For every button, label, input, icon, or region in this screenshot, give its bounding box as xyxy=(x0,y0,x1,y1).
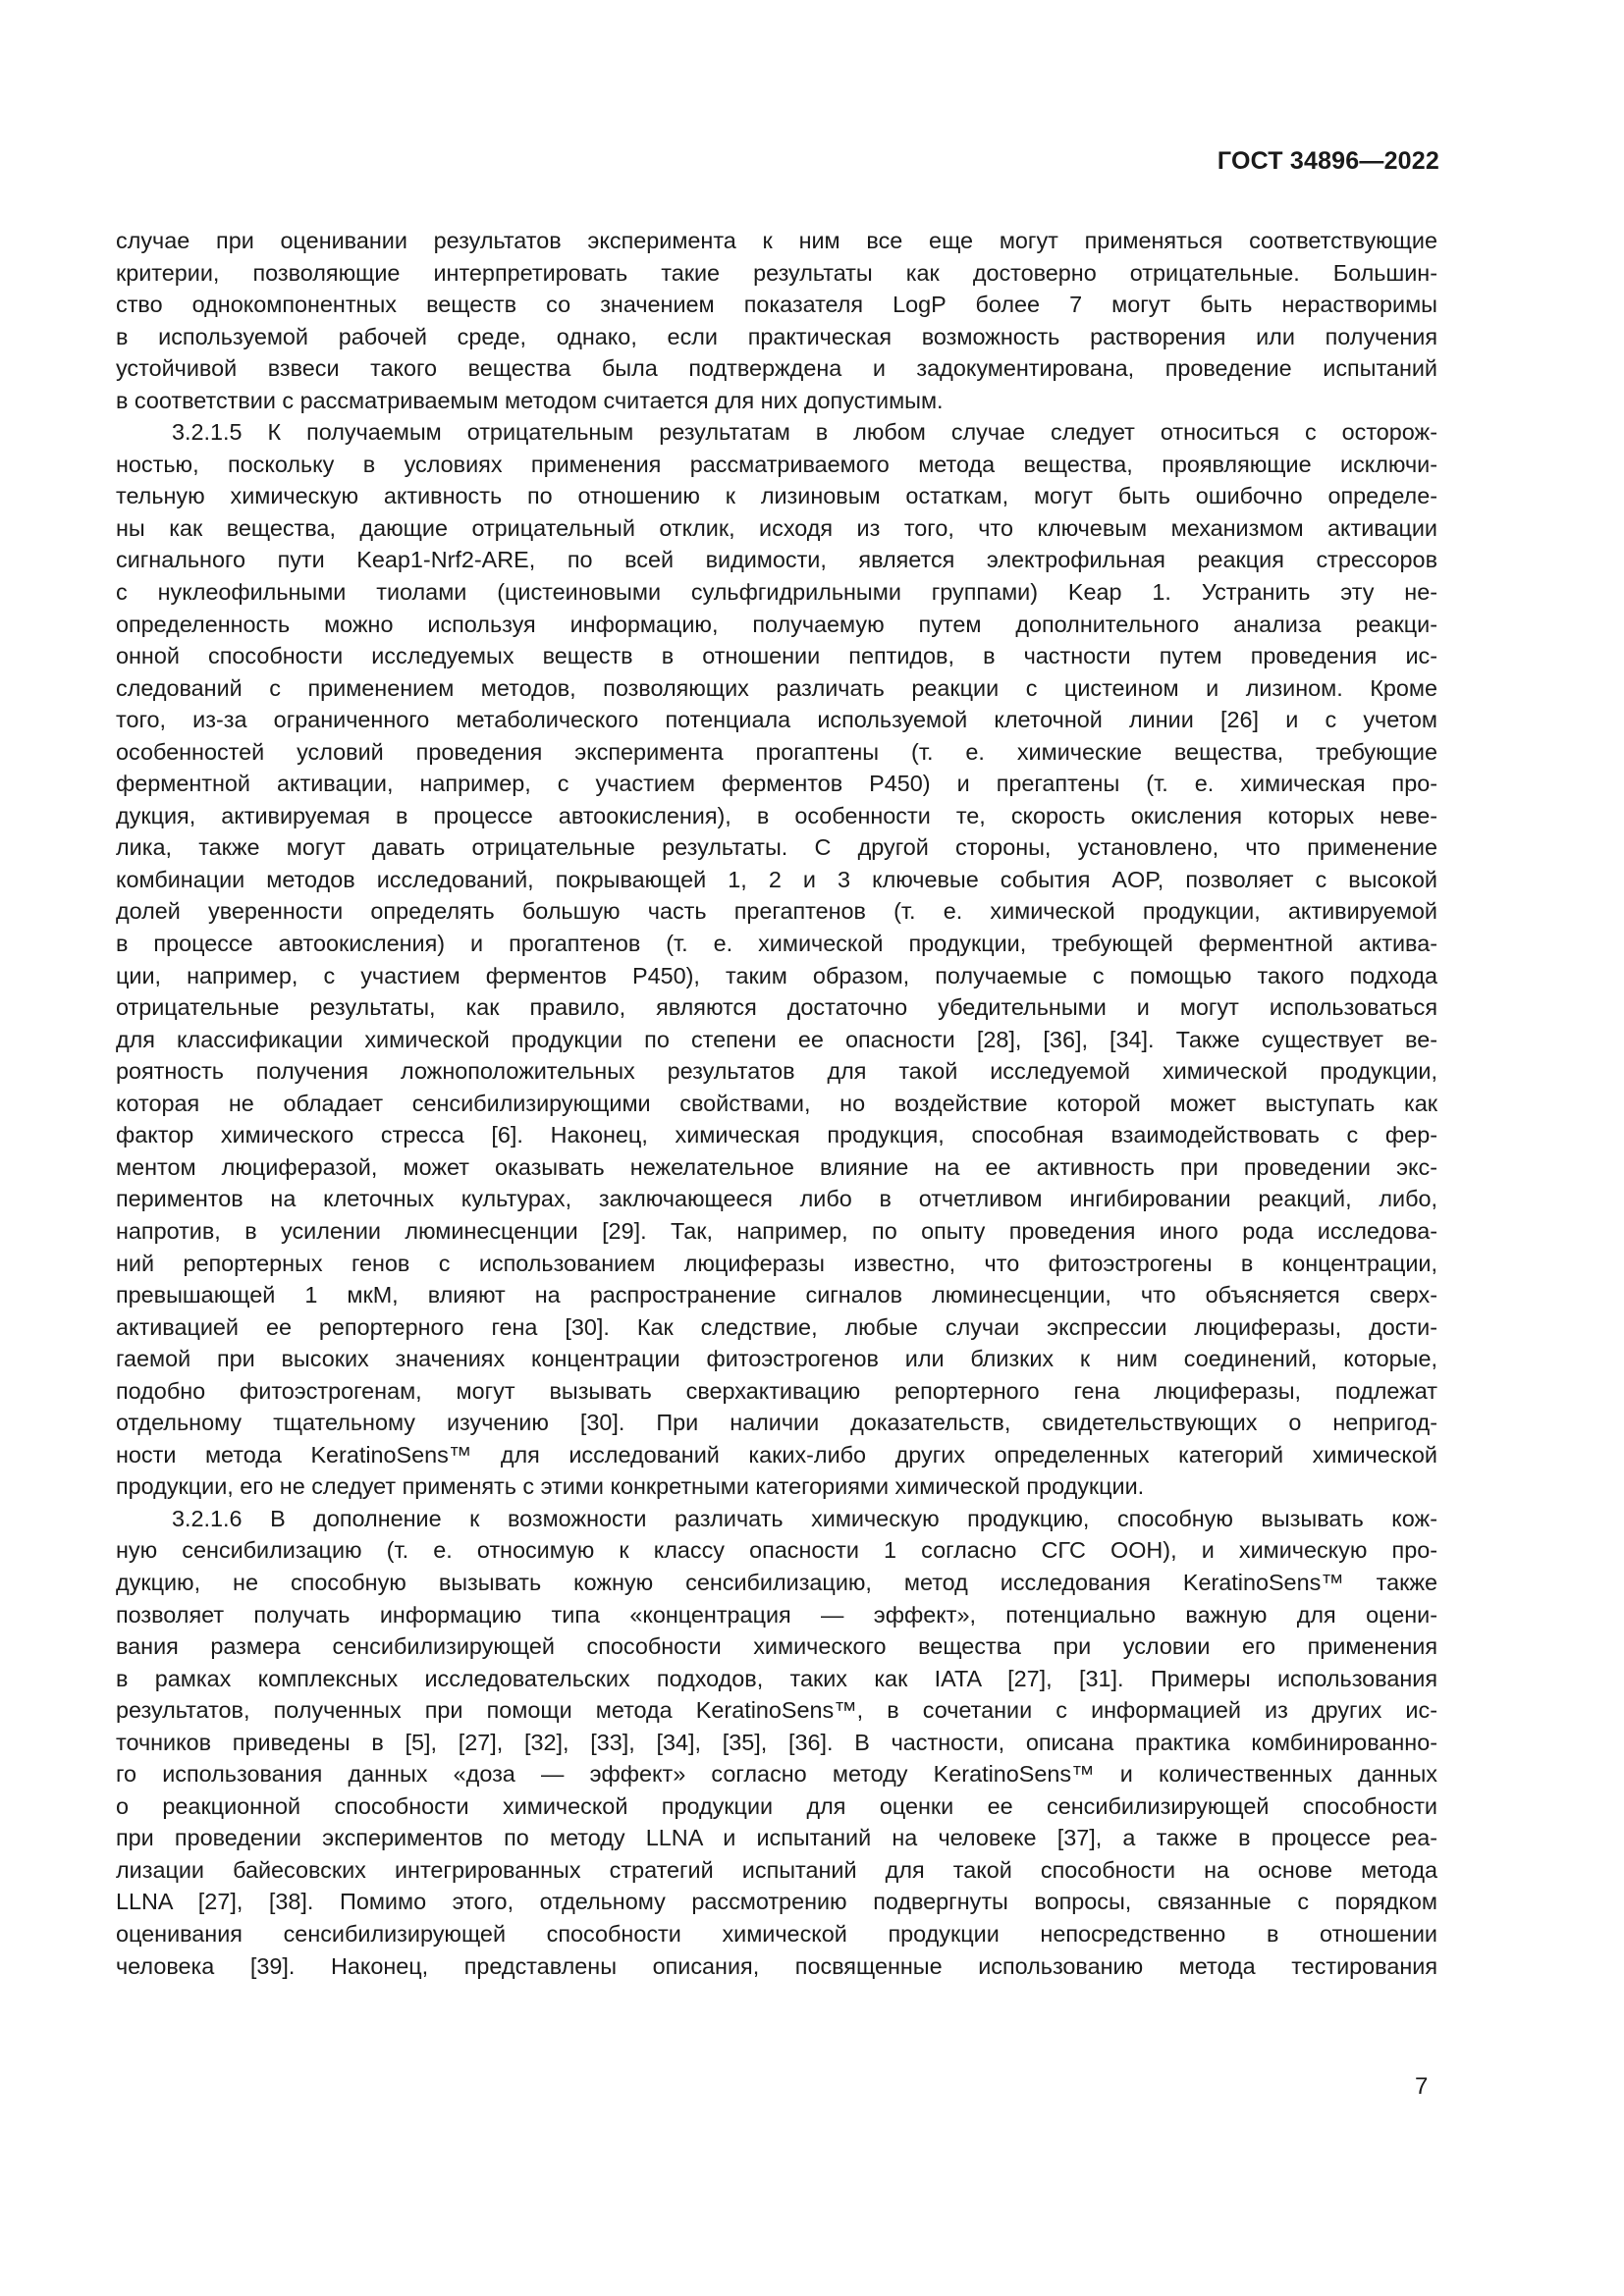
text-line: для классификации химической продукции по степени ее опасности [28], [36], [34]. Также существует ве- xyxy=(116,1026,1437,1052)
text-line: 3.2.1.6 В дополнение к возможности различать химическую продукцию, способную вызывать кож- xyxy=(172,1505,1437,1531)
text-line: подобно фитоэстрогенам, могут вызывать сверхактивацию репортерного гена люциферазы, подлежат xyxy=(116,1377,1437,1404)
text-line: оценивания сенсибилизирующей способности химической продукции непосредственно в отношении xyxy=(116,1920,1437,1947)
text-line: которая не обладает сенсибилизирующими свойствами, но воздействие которой может выступать как xyxy=(116,1090,1437,1116)
text-line: 3.2.1.5 К получаемым отрицательным результатам в любом случае следует относиться с осторож- xyxy=(172,419,1437,446)
text-line: лизации байесовских интегрированных стратегий испытаний для такой способности на основе метода xyxy=(116,1856,1437,1883)
text-line: того, из-за ограниченного метаболического потенциала используемой клеточной линии [26] и с учетом xyxy=(116,707,1437,733)
text-line: го использования данных «доза — эффект» согласно методу KeratinoSens™ и количественных данных xyxy=(116,1761,1437,1788)
text-line: LLNA [27], [38]. Помимо этого, отдельному рассмотрению подвергнуты вопросы, связанные с порядком xyxy=(116,1889,1437,1915)
text-line: напротив, в усилении люминесценции [29]. Так, например, по опыту проведения иного рода исследова- xyxy=(116,1217,1437,1244)
text-line: устойчивой взвеси такого вещества была подтверждена и задокументирована, проведение испытаний xyxy=(116,355,1437,382)
text-line: ностью, поскольку в условиях применения рассматриваемого метода вещества, проявляющие исключи- xyxy=(116,451,1437,477)
text-line: гаемой при высоких значениях концентрации фитоэстрогенов или близких к ним соединений, которые, xyxy=(116,1346,1437,1372)
text-line: продукции, его не следует применять с этими конкретными категориями химической продукции. xyxy=(116,1473,1145,1500)
text-line: при проведении экспериментов по методу LLNA и испытаний на человеке [37], а также в процессе реа- xyxy=(116,1825,1437,1851)
text-line: ции, например, с участием ферментов P450), таким образом, получаемые с помощью такого подхода xyxy=(116,962,1437,988)
text-line: результатов, полученных при помощи метода KeratinoSens™, в сочетании с информацией из других ис- xyxy=(116,1697,1437,1724)
text-line: дукцию, не способную вызывать кожную сенсибилизацию, метод исследования KeratinoSens™ также xyxy=(116,1569,1437,1595)
document-body xyxy=(116,225,1437,1982)
text-line: следований с применением методов, позволяющих различать реакции с цистеином и лизином. Кроме xyxy=(116,674,1437,701)
text-line: в рамках комплексных исследовательских подходов, таких как IATA [27], [31]. Примеры использования xyxy=(116,1665,1437,1691)
page-number: 7 xyxy=(1415,2073,1429,2100)
text-line: о реакционной способности химической продукции для оценки ее сенсибилизирующей способности xyxy=(116,1792,1437,1819)
text-line: ности метода KeratinoSens™ для исследований каких-либо других определенных категорий химической xyxy=(116,1441,1437,1468)
text-line: с нуклеофильными тиолами (цистеиновыми сульфгидрильными группами) Keap 1. Устранить эту не- xyxy=(116,579,1437,606)
text-line: отдельному тщательному изучению [30]. При наличии доказательств, свидетельствующих о непригод- xyxy=(116,1410,1437,1436)
text-line: комбинации методов исследований, покрывающей 1, 2 и 3 ключевые события AOP, позволяет с высокой xyxy=(116,866,1437,892)
text-line: вания размера сенсибилизирующей способности химического вещества при условии его применения xyxy=(116,1633,1437,1660)
text-line: дукция, активируемая в процессе автоокисления), в особенности те, скорость окисления которых неве- xyxy=(116,802,1437,828)
text-line: человека [39]. Наконец, представлены описания, посвященные использованию метода тестирования xyxy=(116,1952,1437,1979)
text-line: сигнального пути Keap1-Nrf2-ARE, по всей видимости, является электрофильная реакция стрессоров xyxy=(116,547,1437,573)
text-line: долей уверенности определять большую часть прегаптенов (т. е. химической продукции, активируемой xyxy=(116,898,1437,925)
text-line: особенностей условий проведения эксперимента прогаптены (т. е. химические вещества, требующие xyxy=(116,738,1437,765)
text-line: в используемой рабочей среде, однако, если практическая возможность растворения или получения xyxy=(116,323,1437,349)
text-line: позволяет получать информацию типа «концентрация — эффект», потенциально важную для оцени- xyxy=(116,1601,1437,1628)
text-line: ферментной активации, например, с участием ферментов P450) и прегаптены (т. е. химическая про- xyxy=(116,771,1437,797)
text-line: ний репортерных генов с использованием люциферазы известно, что фитоэстрогены в концентрации, xyxy=(116,1250,1437,1276)
text-line: фактор химического стресса [6]. Наконец, химическая продукция, способная взаимодействовать с фер- xyxy=(116,1122,1437,1148)
text-line: в процессе автоокисления) и прогаптенов (т. е. химической продукции, требующей ферментной актива- xyxy=(116,931,1437,957)
paragraph-3-2-1-6 xyxy=(116,1503,1437,1982)
text-line: случае при оценивании результатов эксперимента к ним все еще могут применяться соответствующие xyxy=(116,228,1437,253)
text-line: критерии, позволяющие интерпретировать такие результаты как достоверно отрицательные. Большин- xyxy=(116,259,1437,286)
document-header-standard-id: ГОСТ 34896—2022 xyxy=(1217,147,1439,175)
text-line: отрицательные результаты, как правило, являются достаточно убедительными и могут использоваться xyxy=(116,994,1437,1021)
paragraph-3-2-1-5 xyxy=(116,416,1437,1503)
text-line: роятность получения ложноположительных результатов для такой исследуемой химической продукции, xyxy=(116,1058,1437,1085)
text-line: лика, также могут давать отрицательные результаты. С другой стороны, установлено, что применение xyxy=(116,834,1437,861)
text-line: ство однокомпонентных веществ со значением показателя LogP более 7 могут быть нерастворимы xyxy=(116,292,1437,318)
paragraph-continuation xyxy=(116,225,1437,416)
text-line: ную сенсибилизацию (т. е. относимую к классу опасности 1 согласно СГС ООН), и химическую про- xyxy=(116,1537,1437,1564)
text-line: активацией ее репортерного гена [30]. Как следствие, любые случаи экспрессии люциферазы, дости- xyxy=(116,1313,1437,1340)
text-line: ментом люциферазой, может оказывать нежелательное влияние на ее активность при проведении экс- xyxy=(116,1153,1437,1180)
text-line: тельную химическую активность по отношению к лизиновым остаткам, могут быть ошибочно определе- xyxy=(116,483,1437,509)
text-line: превышающей 1 мкМ, влияют на распространение сигналов люминесценции, что объясняется сверх- xyxy=(116,1282,1437,1308)
text-line: в соответствии с рассматриваемым методом считается для них допустимым. xyxy=(116,387,944,413)
text-line: периментов на клеточных культурах, заключающееся либо в отчетливом ингибировании реакций, либо, xyxy=(116,1186,1437,1212)
text-line: точников приведены в [5], [27], [32], [33], [34], [35], [36]. В частности, описана практика комбинированно- xyxy=(116,1729,1437,1755)
text-line: онной способности исследуемых веществ в отношении пептидов, в частности путем проведения ис- xyxy=(116,643,1437,669)
text-line: ны как вещества, дающие отрицательный отклик, исходя из того, что ключевым механизмом активации xyxy=(116,514,1437,541)
text-line: определенность можно используя информацию, получаемую путем дополнительного анализа реакци- xyxy=(116,611,1437,637)
